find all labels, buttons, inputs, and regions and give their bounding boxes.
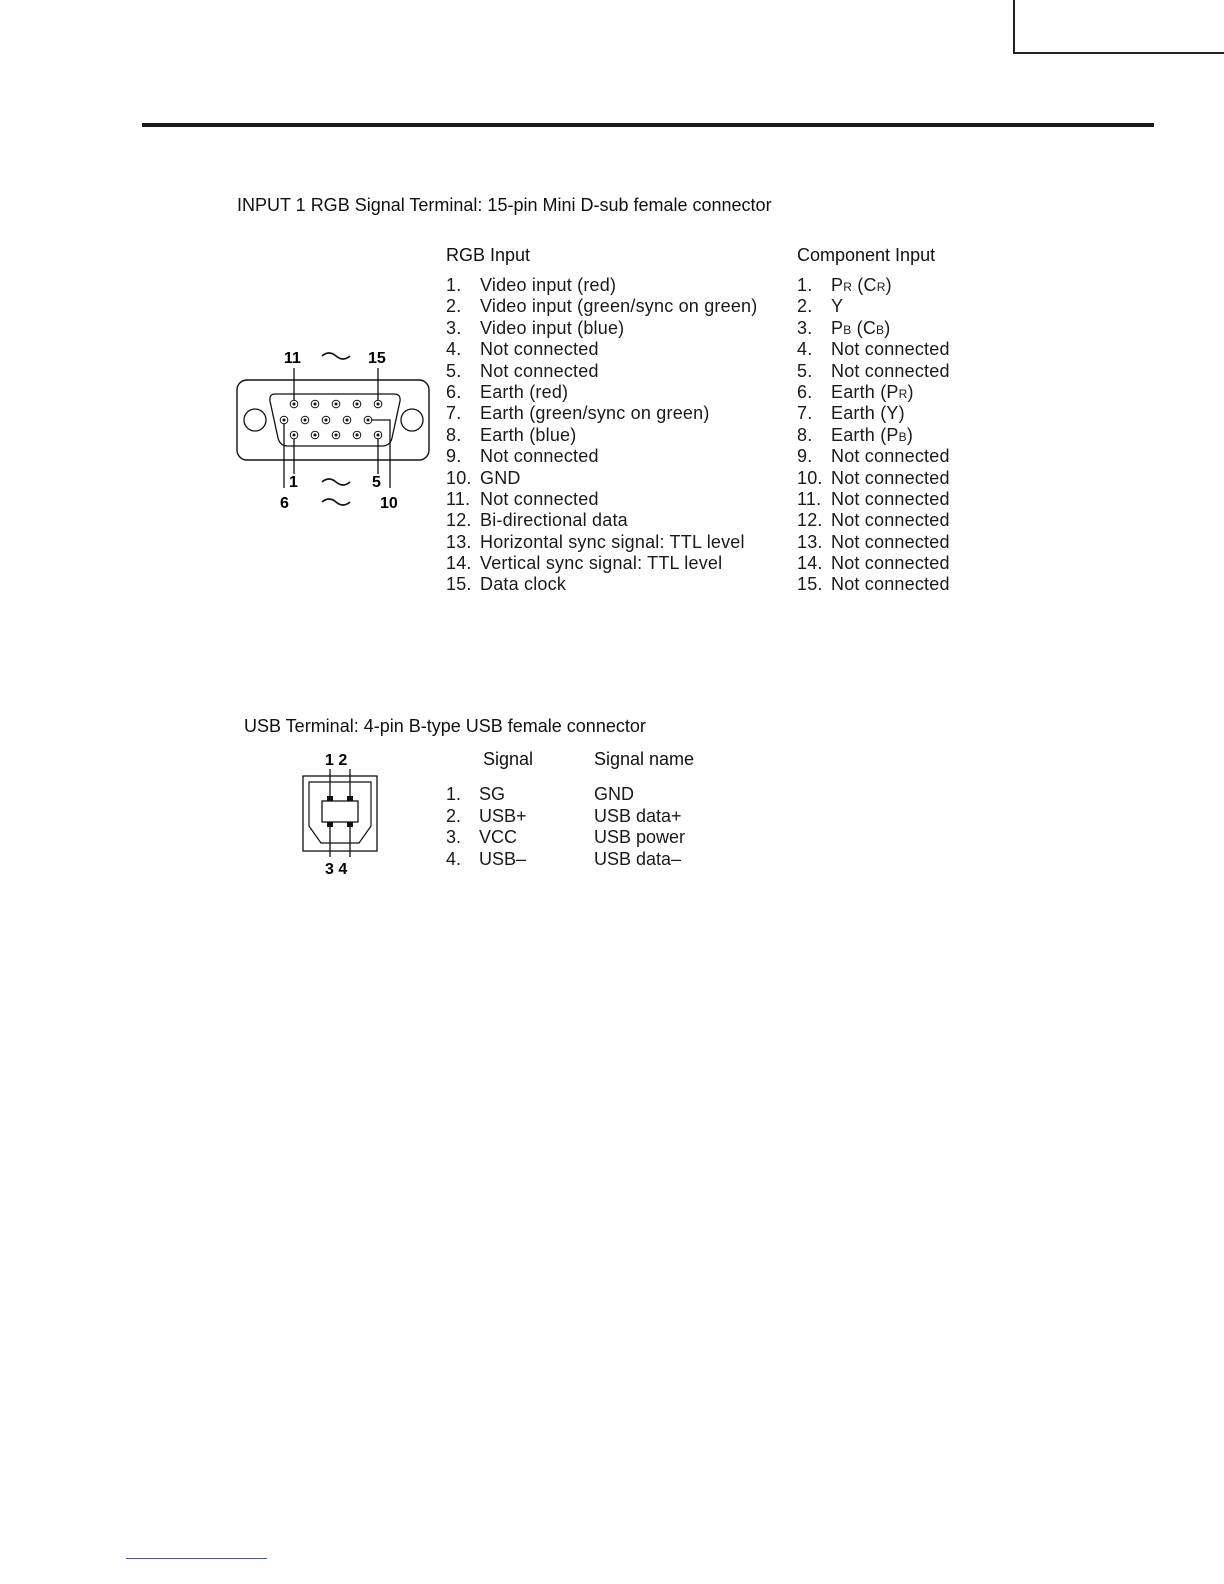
pin-number: 13. — [446, 531, 472, 552]
pin-description: Video input (red) — [480, 275, 617, 295]
pin-description-part: ) — [907, 381, 914, 402]
usb-b-connector-diagram — [296, 745, 386, 880]
rgb-pin-item — [446, 532, 757, 553]
rgb-pin-item — [446, 361, 757, 382]
pin-number: 13. — [797, 531, 823, 552]
component-pin-item — [797, 510, 956, 531]
usb-signal: USB+ — [479, 805, 527, 826]
pin-description-part: Not connected — [831, 574, 950, 595]
rgb-pin-item — [446, 510, 757, 531]
pin-description-part: Not connected — [831, 360, 950, 381]
dsub-label-15: 15 — [368, 350, 386, 367]
pin-number: 14. — [797, 553, 823, 574]
rgb-pin-item — [446, 318, 757, 339]
rgb-pin-item — [446, 275, 757, 296]
pin-description: Video input (blue) — [480, 317, 625, 338]
rgb-pin-item — [446, 468, 757, 489]
pin-description-part: R — [898, 386, 908, 401]
pin-description-part: Not connected — [831, 553, 950, 574]
rgb-pin-item — [446, 489, 757, 510]
rgb-section-title: INPUT 1 RGB Signal Terminal: 15-pin Mini D-sub female connector — [237, 195, 772, 215]
pin-description: Data clock — [480, 574, 567, 595]
pin-number: 6. — [797, 381, 813, 402]
pin-number: 5. — [797, 360, 813, 381]
usb-pin-number: 2. — [446, 805, 462, 826]
usb-label-top: 1 2 — [325, 752, 348, 769]
pin-number: 12. — [797, 510, 823, 531]
pin-number: 1. — [446, 275, 462, 295]
pin-description-part: ) — [884, 317, 891, 338]
usb-signal-name: GND — [594, 784, 634, 804]
component-pin-item — [797, 275, 956, 296]
usb-signal-name: USB data+ — [594, 805, 682, 826]
pin-number: 9. — [446, 446, 462, 467]
pin-number: 14. — [446, 553, 472, 574]
pin-description: Not connected — [480, 446, 599, 467]
pin-description-part: ) — [885, 275, 892, 295]
component-pin-item — [797, 318, 956, 339]
pin-number: 8. — [446, 424, 462, 445]
usb-pin-number: 4. — [446, 848, 462, 869]
pin-description-part: Not connected — [831, 531, 950, 552]
rgb-pin-item — [446, 403, 757, 424]
pin-description-part: B — [876, 322, 885, 337]
header-rule — [142, 123, 1154, 127]
pin-description: Bi-directional data — [480, 510, 628, 531]
pin-description-part: Y — [831, 296, 844, 317]
page-tab-box — [1013, 0, 1224, 54]
pin-number: 11. — [797, 488, 822, 509]
component-pin-item — [797, 468, 956, 489]
footer-link-line — [126, 1558, 267, 1559]
pin-description-part: Earth (Y) — [831, 403, 905, 424]
pin-number: 11. — [446, 488, 471, 509]
component-pin-list — [797, 275, 956, 596]
pin-description: Not connected — [480, 339, 599, 360]
usb-section-title: USB Terminal: 4-pin B-type USB female connector — [244, 716, 646, 736]
usb-signal-name-heading: Signal name — [594, 749, 695, 769]
pin-number: 10. — [446, 467, 472, 488]
usb-signal-name: USB data– — [594, 848, 682, 869]
component-pin-item — [797, 296, 956, 317]
pin-number: 10. — [797, 467, 823, 488]
pin-description-part: R — [876, 280, 886, 294]
rgb-pin-item — [446, 574, 757, 595]
pin-number: 15. — [797, 574, 823, 595]
tilde-top-icon — [322, 353, 350, 359]
pin-description-part: R — [843, 280, 853, 294]
pin-number: 7. — [797, 403, 813, 424]
usb-pin-number: 3. — [446, 827, 462, 847]
usb-signal: SG — [479, 784, 506, 804]
pin-description: Not connected — [480, 360, 599, 381]
rgb-pin-item — [446, 296, 757, 317]
pin-description-part: Not connected — [831, 446, 950, 467]
pin-number: 1. — [797, 275, 813, 295]
pin-number: 8. — [797, 424, 813, 445]
pin-description-part: B — [898, 429, 907, 444]
pin-number: 4. — [797, 339, 813, 360]
pin-description: Earth (green/sync on green) — [480, 403, 710, 424]
pin-description-part: (C — [852, 275, 877, 295]
pin-number: 2. — [797, 296, 813, 317]
pin-number: 7. — [446, 403, 462, 424]
dsub-label-6: 6 — [280, 495, 289, 512]
pin-description: Not connected — [480, 488, 599, 509]
pin-description-part: (C — [851, 317, 877, 338]
usb-signal-name: USB power — [594, 827, 686, 847]
pin-description: Horizontal sync signal: TTL level — [480, 531, 745, 552]
tilde-bottom-icon — [322, 499, 350, 505]
rgb-pin-item — [446, 339, 757, 360]
tilde-mid-icon — [322, 479, 350, 485]
usb-signal-heading: Signal — [483, 749, 534, 769]
usb-label-bottom: 3 4 — [325, 861, 348, 878]
pin-number: 5. — [446, 360, 462, 381]
pin-number: 3. — [797, 317, 813, 338]
component-input-heading: Component Input — [797, 245, 936, 265]
pin-number: 12. — [446, 510, 472, 531]
usb-signal: USB– — [479, 848, 527, 869]
pin-description-part: P — [831, 275, 844, 295]
dsub-label-11: 11 — [284, 350, 301, 367]
component-pin-item — [797, 574, 956, 595]
pin-description: Video input (green/sync on green) — [480, 296, 758, 317]
screw-hole-right — [401, 409, 423, 431]
usb-signal: VCC — [479, 827, 518, 847]
component-pin-item — [797, 382, 956, 403]
component-pin-item — [797, 425, 956, 446]
pin-description: Earth (red) — [480, 381, 569, 402]
pin-description: Vertical sync signal: TTL level — [480, 553, 723, 574]
pin-description-part: Not connected — [831, 339, 950, 360]
pin-description-part: Earth (P — [831, 381, 899, 402]
rgb-pin-list — [446, 275, 757, 596]
component-pin-item — [797, 489, 956, 510]
pin-number: 15. — [446, 574, 472, 595]
pin-number: 9. — [797, 446, 813, 467]
pin-description-part: P — [831, 317, 844, 338]
pin-number: 6. — [446, 381, 462, 402]
screw-hole-left — [244, 409, 266, 431]
pin-description-part: ) — [906, 424, 914, 445]
pin-description-part: Earth (P — [831, 424, 899, 445]
usb-pin-number: 1. — [446, 784, 462, 804]
usb-tongue — [322, 801, 358, 822]
pin-number: 2. — [446, 296, 462, 317]
rgb-pin-item — [446, 446, 757, 467]
pin-number: 3. — [446, 317, 462, 338]
component-pin-item — [797, 403, 956, 424]
dsub-label-10: 10 — [380, 495, 398, 512]
pin-description-part: B — [843, 322, 852, 337]
pin-description-part: Not connected — [831, 510, 950, 531]
component-pin-item — [797, 339, 956, 360]
pin-description: Earth (blue) — [480, 424, 577, 445]
component-pin-item — [797, 553, 956, 574]
pin-description-part: Not connected — [831, 488, 950, 509]
dsub-15-connector-diagram — [230, 340, 440, 520]
component-pin-item — [797, 446, 956, 467]
rgb-pin-item — [446, 425, 757, 446]
dsub-label-5: 5 — [372, 474, 381, 491]
component-pin-item — [797, 532, 956, 553]
pin-description-part: Not connected — [831, 467, 950, 488]
rgb-input-heading: RGB Input — [446, 245, 531, 265]
rgb-pin-item — [446, 382, 757, 403]
rgb-pin-item — [446, 553, 757, 574]
component-pin-item — [797, 361, 956, 382]
pin-description: GND — [480, 467, 521, 488]
pin-number: 4. — [446, 339, 462, 360]
dsub-label-1: 1 — [289, 474, 298, 491]
